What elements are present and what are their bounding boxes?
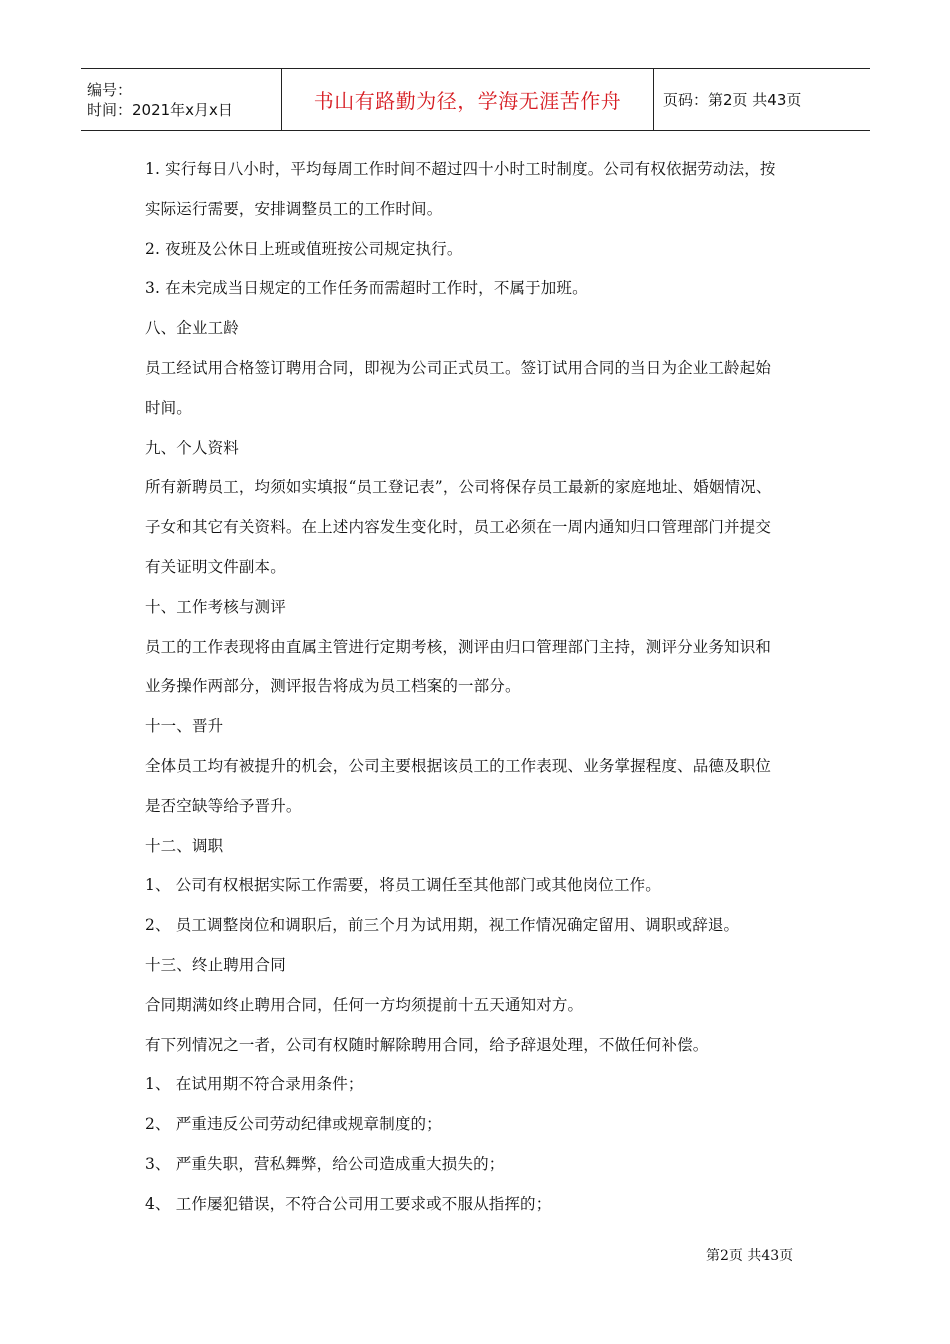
- text-line: 员工的工作表现将由直属主管进行定期考核，测评由归口管理部门主持，测评分业务知识和: [145, 637, 772, 656]
- text-line: 十、工作考核与测评: [145, 597, 286, 616]
- text-line: 2. 夜班及公休日上班或值班按公司规定执行。: [145, 239, 463, 258]
- page-header: [81, 68, 870, 131]
- text-line: 有下列情况之一者，公司有权随时解除聘用合同，给予辞退处理，不做任何补偿。: [145, 1035, 709, 1054]
- text-line: 合同期满如终止聘用合同，任何一方均须提前十五天通知对方。: [145, 995, 584, 1014]
- text-line: 3、 严重失职，营私舞弊，给公司造成重大损失的；: [145, 1154, 505, 1173]
- text-line: 3. 在未完成当日规定的工作任务而需超时工作时，不属于加班。: [145, 279, 588, 298]
- text-line: 所有新聘员工，均须如实填报“员工登记表”，公司将保存员工最新的家庭地址、婚姻情况、: [145, 478, 772, 497]
- text-line: 九、个人资料: [145, 438, 239, 457]
- text-line: 子女和其它有关资料。在上述内容发生变化时，员工必须在一周内通知归口管理部门并提交: [145, 518, 772, 537]
- date-line: 时间：2021年x月x日: [87, 100, 233, 119]
- text-line: 是否空缺等给予晋升。: [145, 796, 302, 815]
- text-line: 有关证明文件副本。: [145, 557, 286, 576]
- document-body: [145, 150, 817, 1225]
- text-line: 业务操作两部分，测评报告将成为员工档案的一部分。: [145, 677, 521, 696]
- text-line: 时间。: [145, 398, 192, 417]
- text-line: 八、企业工龄: [145, 319, 239, 338]
- header-meta: [81, 69, 282, 130]
- text-line: 实际运行需要，安排调整员工的工作时间。: [145, 199, 443, 218]
- page-footer: 第2页 共43页: [706, 1248, 794, 1264]
- header-motto: 书山有路勤为径，学海无涯苦作舟: [282, 69, 654, 130]
- text-line: 1. 实行每日八小时，平均每周工作时间不超过四十小时工时制度。公司有权依据劳动法，按: [145, 160, 776, 178]
- text-line: 2、 员工调整岗位和调职后，前三个月为试用期，视工作情况确定留用、调职或辞退。: [145, 916, 740, 935]
- text-line: 1、 公司有权根据实际工作需要，将员工调任至其他部门或其他岗位工作。: [145, 876, 661, 895]
- text-line: 1、 在试用期不符合录用条件；: [145, 1075, 364, 1094]
- text-line: 2、 严重违反公司劳动纪律或规章制度的；: [145, 1115, 442, 1134]
- text-line: 十二、调职: [145, 836, 224, 855]
- text-line: 全体员工均有被提升的机会，公司主要根据该员工的工作表现、业务掌握程度、品德及职位: [145, 756, 772, 775]
- header-page-info: 页码：第2页 共43页: [663, 91, 802, 109]
- text-line: 员工经试用合格签订聘用合同，即视为公司正式员工。签订试用合同的当日为企业工龄起始: [145, 358, 772, 377]
- number-label: 编号：: [87, 80, 133, 99]
- text-line: 十三、终止聘用合同: [145, 955, 286, 974]
- text-line: 十一、晋升: [145, 717, 224, 736]
- text-line: 4、 工作屡犯错误，不符合公司用工要求或不服从指挥的；: [145, 1194, 552, 1213]
